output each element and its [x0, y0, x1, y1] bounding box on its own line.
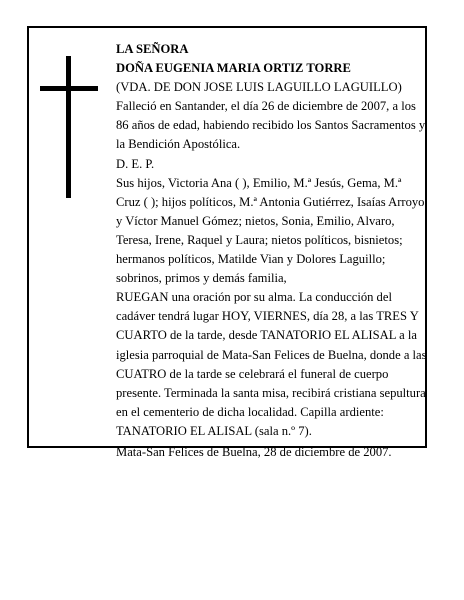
deceased-name: DOÑA EUGENIA MARIA ORTIZ TORRE [116, 61, 351, 76]
ceremony-paragraph [116, 288, 428, 441]
notice-title: LA SEÑORA [116, 42, 189, 56]
obituary-notice [27, 26, 427, 459]
departure-place: TANATORIO EL ALISAL [260, 328, 396, 343]
departure-text-2: a la iglesia parroquial de Mata-San Felices de Buelna, donde a las [116, 328, 427, 362]
departure-time: TRES Y CUARTO [116, 309, 419, 343]
rip-text: D. E. P. [116, 156, 155, 171]
departure-text-1: de la tarde, desde [166, 328, 261, 343]
widow-of: (VDA. DE DON JOSE LUIS LAGUILLO LAGUILLO) [116, 80, 402, 95]
request-word: RUEGAN [116, 290, 169, 305]
cross-icon [40, 56, 98, 198]
place-date: Mata-San Felices de Buelna, 28 de diciembre de 2007. [116, 444, 392, 459]
death-paragraph: Falleció en Santander, el día 26 de diciembre de 2007, a los 86 años de edad, habiendo recibido los Santos Sacramentos y la Bendición Apostólica. [116, 99, 426, 152]
request-text: una oración por su alma. La conducción del cadáver tendrá lugar HOY, VIERNES, día 28, a las [116, 290, 392, 324]
funeral-text: de la tarde se celebrará el funeral de cuerpo presente. Terminada la santa misa, recibirá cristiana sepultura en el cementerio de dicha localidad. Capilla ardiente: TANATORIO EL ALISAL (sala n.º 7). [116, 366, 426, 438]
cross-vertical-bar [66, 56, 71, 198]
notice-text [116, 40, 428, 462]
family-paragraph: Sus hijos, Victoria Ana ( ), Emilio, M.ª Jesús, Gema, M.ª Cruz ( ); hijos políticos, M.ª Antonia Gutiérrez, Isaías Arroyo y Víctor Manuel Gómez; nietos, Sonia, Emilio, Alvaro, Teresa, Irene, Raquel y Laura; nietos políticos, bisnietos; hermanos políticos, Matilde Vian y Dolores Laguillo; sobrinos, primos y demás familia, [116, 175, 425, 286]
funeral-time: CUATRO [116, 366, 167, 381]
cross-horizontal-bar [40, 86, 98, 91]
